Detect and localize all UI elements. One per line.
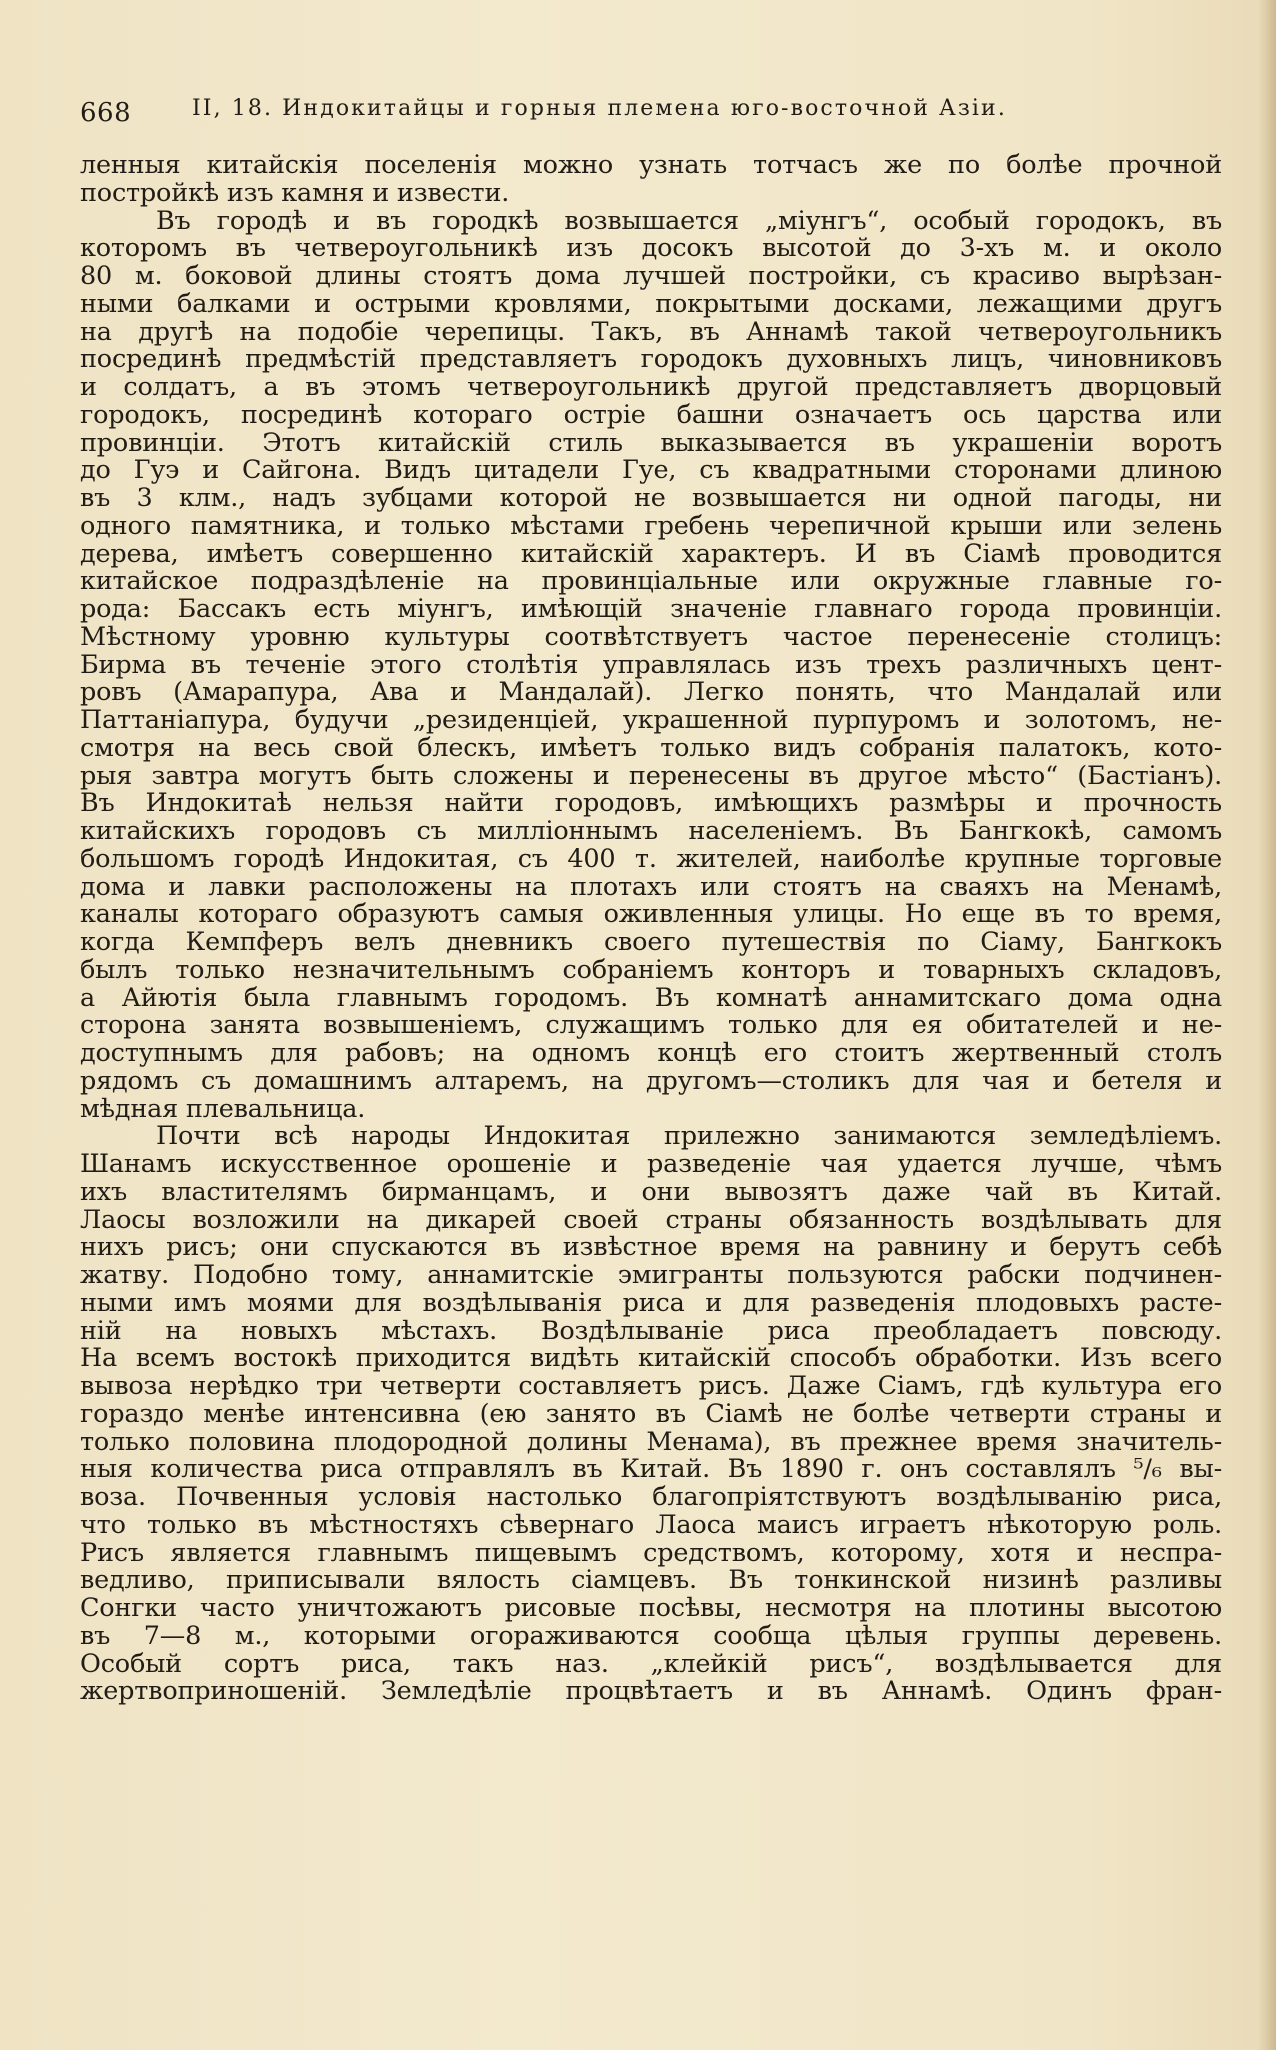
page-header [80,96,1220,130]
text-line: Почти всѣ народы Индокитая прилежно занимаются земледѣліемъ. [156,1121,1222,1152]
text-line: Въ Индокитаѣ нельзя найти городовъ, имѣющихъ размѣры и прочность [80,788,1222,819]
paragraph-2 [80,205,1222,1124]
text-line: жатву. Подобно тому, аннамитскіе эмигранты пользуются рабски подчинен- [80,1260,1222,1290]
text-line: а Айютія была главнымъ городомъ. Въ комнатѣ аннамитскаго дома одна [80,982,1222,1013]
text-line: доступнымъ для рабовъ; на одномъ концѣ его стоитъ жертвенный столъ [80,1038,1222,1068]
text-line: Въ городѣ и въ городкѣ возвышается „міунгъ“, особый городокъ, въ [156,205,1222,236]
text-line: Лаосы возложили на дикарей своей страны обязанность воздѣлывать для [80,1204,1222,1235]
text-line: ній на новыхъ мѣстахъ. Воздѣлываніе риса преобладаетъ повсюду. [80,1315,1222,1346]
text-line: ными балками и острыми кровлями, покрытыми досками, лежащими другъ [80,288,1222,319]
text-line: китайскихъ городовъ съ милліоннымъ населеніемъ. Въ Бангкокѣ, самомъ [80,816,1222,846]
text-line: до Гуэ и Сайгона. Видъ цитадели Гуе, съ квадратными сторонами длиною [80,455,1222,486]
text-line: ными имъ моями для воздѣлыванія риса и для разведенія плодовыхъ расте- [80,1287,1222,1318]
text-line: Мѣстному уровню культуры соотвѣтствуетъ частое перенесеніе столицъ: [80,621,1222,652]
text-line: нихъ рисъ; они спускаются въ извѣстное время на равнину и берутъ себѣ [80,1232,1222,1263]
text-line: дерева, имѣетъ совершенно китайскій характеръ. И въ Сіамѣ проводится [80,538,1222,569]
text-line: ныя количества риса отправлялъ въ Китай. Въ 1890 г. онъ составлялъ ⁵/₆ вы- [80,1454,1222,1485]
text-line: одного памятника, и только мѣстами гребень черепичной крыши или зелень [80,510,1222,541]
text-line: ровъ (Амарапура, Ава и Мандалай). Легко понять, что Мандалай или [80,677,1222,708]
text-line: мѣдная плевальница. [80,1093,366,1124]
text-line: китайское подраздѣленіе на провинціальные или окружные главные го- [80,566,1222,597]
text-line: смотря на весь свой блескъ, имѣетъ только видъ собранія палатокъ, кото- [80,732,1222,763]
text-line: и солдатъ, а въ этомъ четвероугольникѣ другой представляетъ дворцовый [80,372,1222,402]
text-line: Паттаніапура, будучи „резиденціей, украшенной пурпуромъ и золотомъ, не- [80,705,1222,735]
text-line: которомъ въ четвероугольникѣ изъ досокъ высотой до 3-хъ м. и около [80,233,1222,264]
text-line: въ 7—8 м., которыми огораживаются сообща цѣлыя группы деревень. [80,1620,1222,1651]
text-line: рыя завтра могутъ быть сложены и перенесены въ другое мѣсто“ (Бастіанъ). [80,760,1222,791]
text-line: Шанамъ искусственное орошеніе и разведеніе чая удается лучше, чѣмъ [80,1149,1222,1179]
text-line: каналы котораго образуютъ самыя оживленныя улицы. Но еще въ то время, [80,899,1222,930]
text-line: дома и лавки расположены на плотахъ или стоятъ на сваяхъ на Менамѣ, [80,871,1222,902]
paragraph-3 [80,1123,1222,1706]
text-line: только половина плодородной долины Менама), въ прежнее время значитель- [80,1426,1222,1457]
text-line: на другѣ на подобіе черепицы. Такъ, въ Аннамѣ такой четвероугольникъ [80,316,1222,347]
text-line: воза. Почвенныя условія настолько благопріятствуютъ воздѣлыванію риса, [80,1482,1222,1512]
text-line: провинціи. Этотъ китайскій стиль выказывается въ украшеніи воротъ [80,427,1222,458]
text-line: Рисъ является главнымъ пищевымъ средствомъ, которому, хотя и неспра- [80,1537,1222,1568]
page-number: 668 [80,98,132,128]
paragraph-1 [80,152,1222,208]
text-line: посрединѣ предмѣстій представляетъ городокъ духовныхъ лицъ, чиновниковъ [80,344,1222,375]
text-line: сторона занята возвышеніемъ, служащимъ только для ея обитателей и не- [80,1010,1222,1041]
text-line: большомъ городѣ Индокитая, съ 400 т. жителей, наиболѣе крупные торговые [80,843,1222,874]
running-head: II, 18. Индокитайцы и горныя племена юго-восточной Азіи. [192,96,1007,121]
text-line: ихъ властителямъ бирманцамъ, и они вывозятъ даже чай въ Китай. [80,1176,1222,1207]
text-line: Бирма въ теченіе этого столѣтія управлялась изъ трехъ различныхъ цент- [80,649,1222,680]
text-line: былъ только незначительнымъ собраніемъ конторъ и товарныхъ складовъ, [80,954,1222,985]
text-line: 80 м. боковой длины стоятъ дома лучшей постройки, съ красиво вырѣзан- [80,261,1222,291]
body-text [80,152,1222,1706]
text-line: постройкѣ изъ камня и извести. [80,177,510,208]
text-line: рода: Бассакъ есть міунгъ, имѣющій значеніе главнаго города провинціи. [80,594,1222,624]
text-line: На всемъ востокѣ приходится видѣть китайскій способъ обработки. Изъ всего [80,1343,1222,1374]
text-line: Сонгки часто уничтожаютъ рисовые посѣвы, несмотря на плотины высотою [80,1593,1222,1623]
text-line: ведливо, приписывали вялость сіамцевъ. Въ тонкинской низинѣ разливы [80,1565,1222,1596]
text-line: рядомъ съ домашнимъ алтаремъ, на другомъ—столикъ для чая и бетеля и [80,1065,1222,1096]
text-line: въ 3 клм., надъ зубцами которой не возвышается ни одной пагоды, ни [80,483,1222,513]
text-line: вывоза нерѣдко три четверти составляетъ рисъ. Даже Сіамъ, гдѣ культура его [80,1371,1222,1401]
text-line: гораздо менѣе интенсивна (ею занято въ Сіамѣ не болѣе четверти страны и [80,1398,1222,1429]
text-line: Особый сортъ риса, такъ наз. „клейкій рисъ“, воздѣлывается для [80,1648,1222,1679]
page-edge-shadow [1258,0,1276,2050]
text-line: городокъ, посрединѣ котораго остріе башни означаетъ ось царства или [80,399,1222,430]
text-line: когда Кемпферъ велъ дневникъ своего путешествія по Сіаму, Бангкокъ [80,927,1222,957]
text-line: ленныя китайскія поселенія можно узнать тотчасъ же по болѣе прочной [80,150,1222,180]
text-line: жертвоприношеній. Земледѣліе процвѣтаетъ и въ Аннамѣ. Одинъ фран- [80,1676,1222,1707]
text-line: что только въ мѣстностяхъ сѣвернаго Лаоса маисъ играетъ нѣкоторую роль. [80,1509,1222,1540]
